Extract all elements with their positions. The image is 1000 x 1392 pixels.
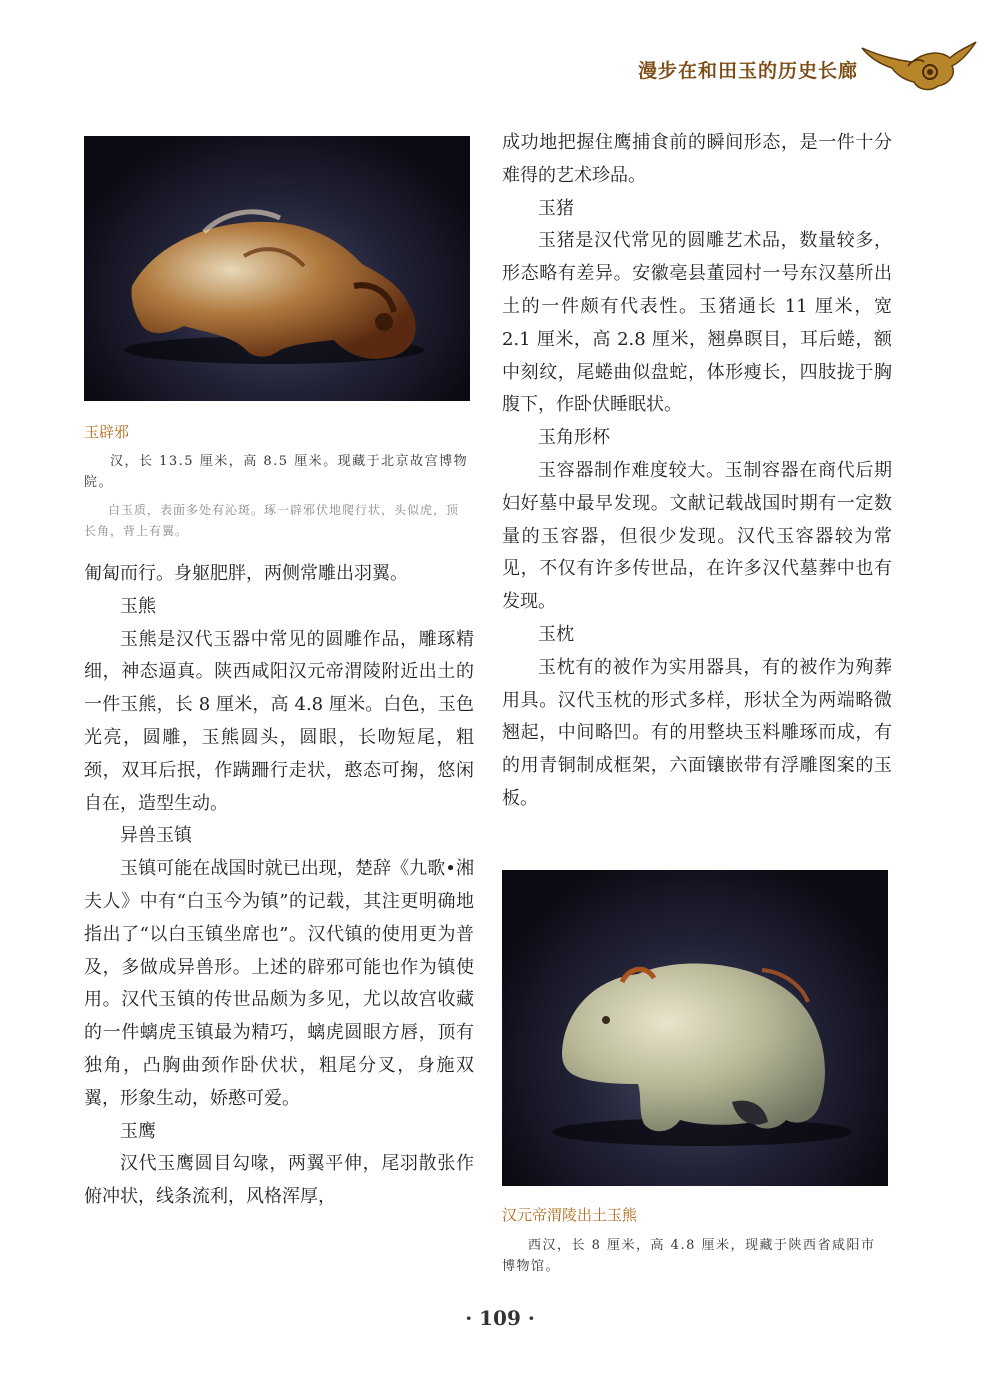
paragraph-jade-pig: 玉猪是汉代常见的圆雕艺术品，数量较多，形态略有差异。安徽亳县董园村一号东汉墓所出土的一件颇有代表性。玉猪通长 11 厘米，宽 2.1 厘米，高 2.8 厘米，翘鼻瞑目，耳后蜷，额中刻纹，尾蜷曲似盘蛇，体形瘦长，四肢拢于胸腹下，作卧伏睡眠状。 (502, 230, 892, 416)
paragraph-beast-weight: 玉镇可能在战国时就已出现，楚辞《九歌•湘夫人》中有“白玉今为镇”的记载，其注更明确地指出了“以白玉镇坐席也”。汉代镇的使用更为普及，多做成异兽形。上述的辟邪可能也作为镇使用。汉代玉镇的传世品颇为多见，尤以故宫收藏的一件螭虎玉镇最为精巧，螭虎圆眼方唇，顶有独角，凸胸曲颈作卧伏状，粗尾分叉，身施双翼，形象生动，娇憨可爱。 (84, 858, 474, 1109)
heading-jade-pillow: 玉枕 (538, 623, 574, 645)
figure-2-title: 汉元帝渭陵出土玉熊 (502, 1206, 638, 1224)
figure-1-title: 玉辟邪 (84, 423, 130, 441)
left-column (84, 558, 474, 1214)
paragraph-horn-cup: 玉容器制作难度较大。玉制容器在商代后期妇好墓中最早发现。文献记载战国时期有一定数量的玉容器，但很少发现。汉代玉容器较为常见，不仅有许多传世品，在许多汉代墓葬中也有发现。 (502, 459, 892, 613)
paragraph-jade-bear: 玉熊是汉代玉器中常见的圆雕作品，雕琢精细，神态逼真。陕西咸阳汉元帝渭陵附近出土的一件玉熊，长 8 厘米，高 4.8 厘米。白色，玉色光亮，圆雕，玉熊圆头，圆眼，长吻短尾，粗颈，双耳后抿，作蹒跚行走状，憨态可掬，悠闲自在，造型生动。 (84, 628, 474, 814)
paragraph-jade-eagle: 汉代玉鹰圆目勾喙，两翼平伸，尾羽散张作俯冲状，线条流利，风格浑厚， (84, 1153, 474, 1208)
figure-1-caption: 汉，长 13.5 厘米，高 8.5 厘米。现藏于北京故宫博物院。 (84, 454, 469, 490)
heading-beast-weight: 异兽玉镇 (120, 825, 192, 847)
heading-jade-bear: 玉熊 (120, 595, 156, 617)
paragraph-eagle-continued: 成功地把握住鹰捕食前的瞬间形态，是一件十分难得的艺术珍品。 (502, 132, 892, 186)
heading-jade-eagle: 玉鹰 (120, 1120, 156, 1142)
jade-bixie-photo (84, 136, 470, 401)
heading-horn-cup: 玉角形杯 (538, 427, 610, 449)
right-column (502, 127, 892, 816)
paragraph-continued: 匍匐而行。身躯肥胖，两侧常雕出羽翼。 (84, 563, 408, 584)
cloud-scroll-ornament-icon (860, 40, 978, 94)
jade-bear-photo (502, 870, 888, 1186)
figure-1-note: 白玉质，表面多处有沁斑。琢一辟邪伏地爬行状，头似虎，顶长角，背上有翼。 (84, 503, 460, 538)
paragraph-jade-pillow: 玉枕有的被作为实用器具，有的被作为殉葬用具。汉代玉枕的形式多样，形状全为两端略微翘起，中间略凹。有的用整块玉料雕琢而成，有的用青铜制成框架，六面镶嵌带有浮雕图案的玉板。 (502, 656, 892, 809)
running-header-title: 漫步在和田玉的历史长廊 (637, 60, 858, 82)
heading-jade-pig: 玉猪 (538, 197, 574, 219)
figure-2-caption: 西汉，长 8 厘米，高 4.8 厘米，现藏于陕西省咸阳市博物馆。 (502, 1238, 876, 1274)
page-number: · 109 · (465, 1306, 535, 1330)
